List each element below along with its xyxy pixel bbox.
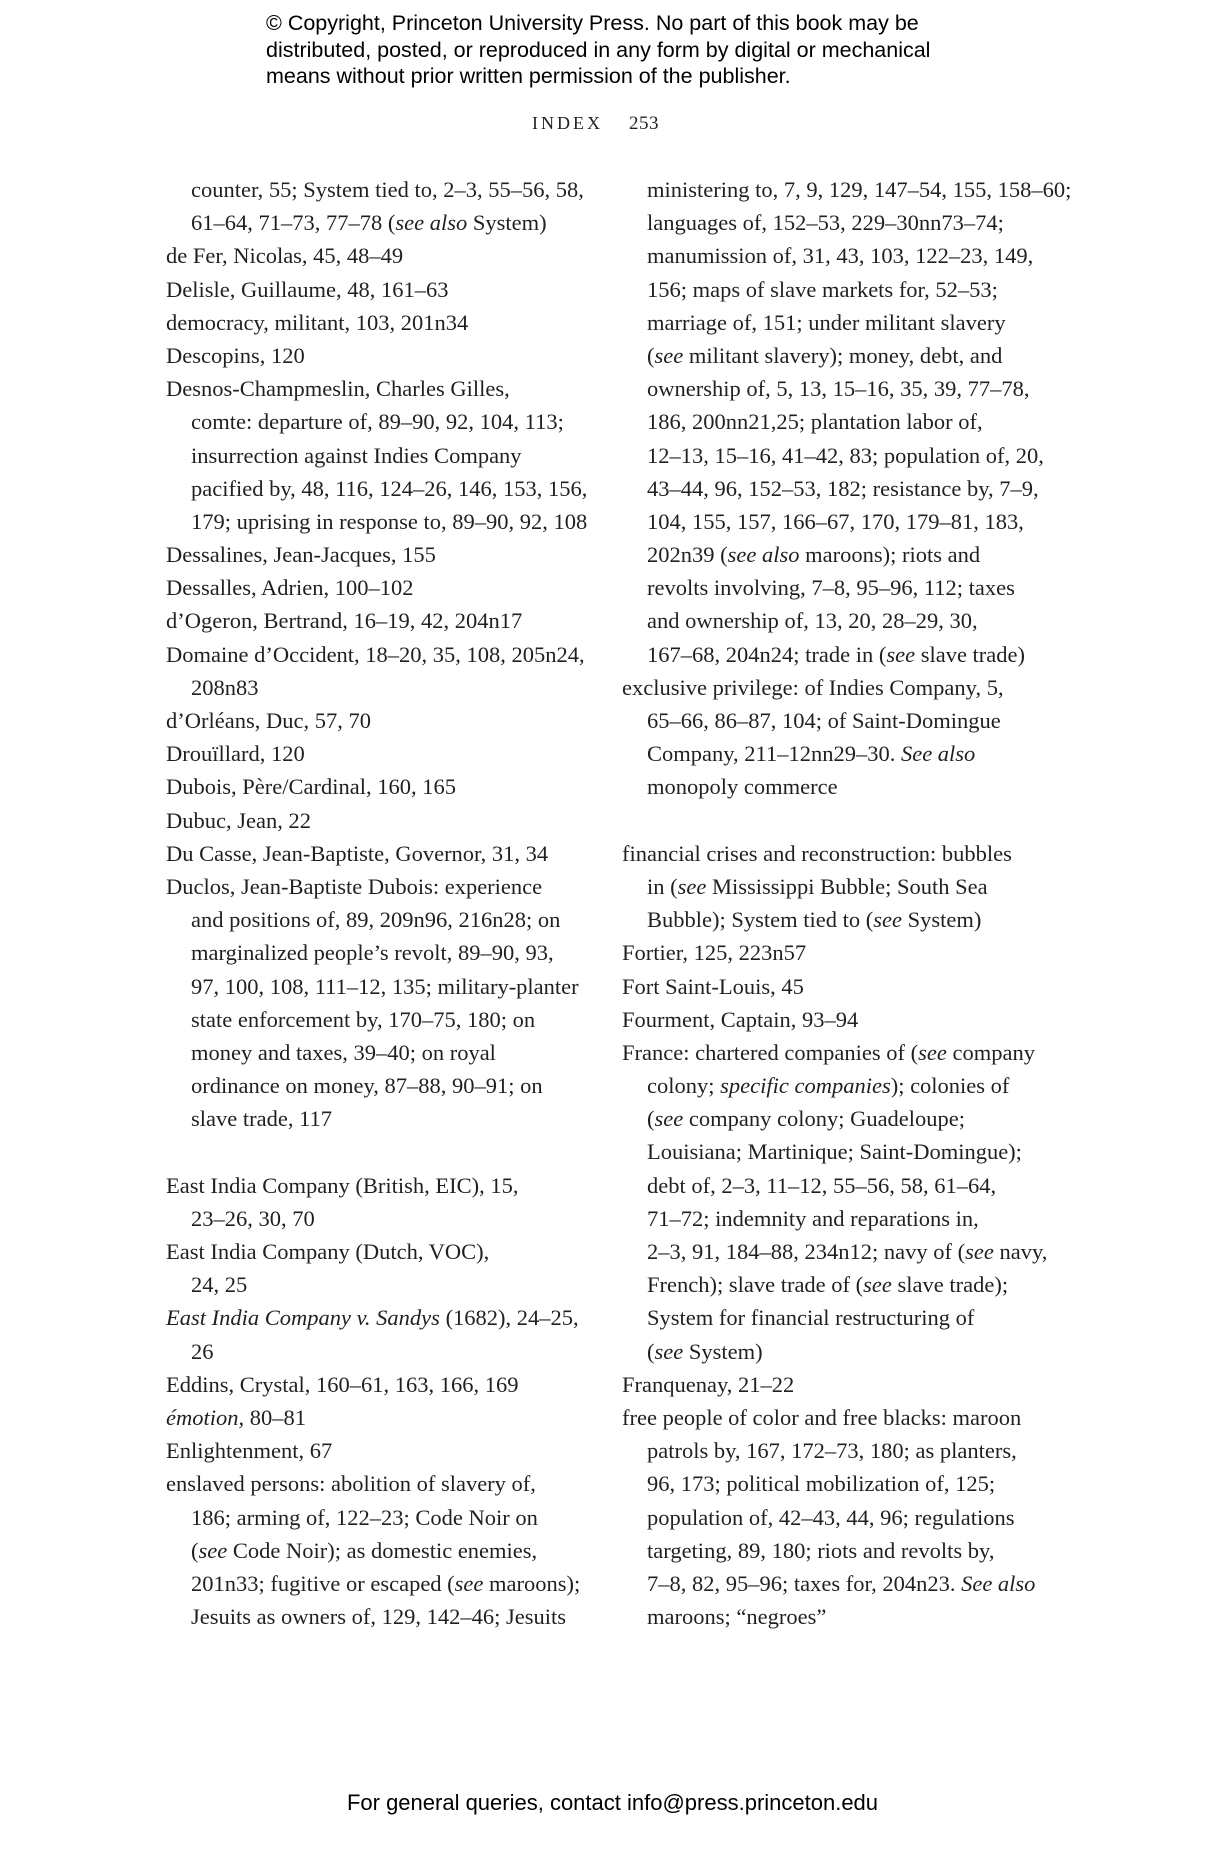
running-header [532, 113, 659, 135]
index-entry-continuation: 12–13, 15–16, 41–42, 83; population of, 20, [647, 442, 1044, 468]
index-entry-continuation: System for financial restructuring of [647, 1305, 975, 1331]
index-entry: East India Company v. Sandys (1682), 24–25, [166, 1305, 579, 1331]
index-entry-continuation: 23–26, 30, 70 [191, 1205, 315, 1231]
entry-spacer [622, 804, 1058, 837]
index-entry-continuation: 186; arming of, 122–23; Code Noir on [191, 1504, 538, 1530]
index-entry-continuation: debt of, 2–3, 11–12, 55–56, 58, 61–64, [647, 1172, 997, 1198]
index-entry-continuation: state enforcement by, 170–75, 180; on [191, 1006, 536, 1032]
index-entry: Enlightenment, 67 [166, 1438, 333, 1464]
index-entry: East India Company (Dutch, VOC), [166, 1239, 490, 1264]
index-entry-continuation: 104, 155, 157, 166–67, 170, 179–81, 183, [647, 508, 1024, 534]
index-entry-continuation: counter, 55; System tied to, 2–3, 55–56, 58, [191, 177, 584, 202]
index-entry: Delisle, Guillaume, 48, 161–63 [166, 276, 449, 302]
index-entry: Dubuc, Jean, 22 [166, 807, 311, 833]
index-entry-continuation: Louisiana; Martinique; Saint-Domingue); [647, 1139, 1022, 1165]
index-entry-continuation: Company, 211–12nn29–30. See also [647, 741, 976, 767]
index-column-left [166, 173, 602, 1633]
index-entry-continuation: 26 [191, 1338, 214, 1364]
index-entry-continuation: in (see Mississippi Bubble; South Sea [647, 873, 988, 899]
index-entry-continuation: 201n33; fugitive or escaped (see maroons); [191, 1570, 581, 1596]
index-entry-continuation: 97, 100, 108, 111–12, 135; military-planter [191, 973, 579, 999]
entry-spacer [166, 1135, 602, 1168]
index-entry-continuation: 186, 200nn21,25; plantation labor of, [647, 409, 983, 435]
index-entry: Drouïllard, 120 [166, 741, 305, 767]
index-entry: de Fer, Nicolas, 45, 48–49 [166, 243, 404, 269]
copyright-notice [266, 10, 1026, 90]
index-entry-continuation: comte: departure of, 89–90, 92, 104, 113; [191, 409, 564, 435]
index-entry-continuation: (see company colony; Guadeloupe; [647, 1106, 966, 1132]
index-entry-continuation: marriage of, 151; under militant slavery [647, 309, 1006, 335]
index-entry: Du Casse, Jean-Baptiste, Governor, 31, 34 [166, 840, 549, 866]
page-number: 253 [629, 113, 659, 134]
copyright-line: © Copyright, Princeton University Press. No part of this book may be [266, 11, 919, 35]
index-entry-continuation: 167–68, 204n24; trade in (see slave trade) [647, 641, 1026, 667]
index-entry-continuation: slave trade, 117 [191, 1106, 332, 1132]
index-entry-continuation: 71–72; indemnity and reparations in, [647, 1205, 979, 1231]
index-entry-continuation: 61–64, 71–73, 77–78 (see also System) [191, 210, 547, 236]
index-entry-continuation: Bubble); System tied to (see System) [647, 907, 982, 933]
index-entry: Eddins, Crystal, 160–61, 163, 166, 169 [166, 1371, 519, 1397]
index-column-right [622, 173, 1072, 1633]
index-entry-continuation: ministering to, 7, 9, 129, 147–54, 155, 158–60; [647, 177, 1072, 202]
index-entry: d’Ogeron, Bertrand, 16–19, 42, 204n17 [166, 608, 523, 634]
index-entry: Duclos, Jean-Baptiste Dubois: experience [166, 873, 543, 899]
index-entry-continuation: revolts involving, 7–8, 95–96, 112; taxes [647, 575, 1015, 601]
index-entry: financial crises and reconstruction: bubbles [622, 840, 1012, 866]
index-entry: free people of color and free blacks: maroon [622, 1404, 1022, 1430]
index-entry-continuation: targeting, 89, 180; riots and revolts by, [647, 1537, 995, 1563]
footer-contact: For general queries, contact info@press.princeton.edu [346, 1790, 879, 1815]
index-entry-continuation: 208n83 [191, 674, 259, 700]
index-entry-continuation: 179; uprising in response to, 89–90, 92, 108 [191, 508, 588, 534]
index-entry: enslaved persons: abolition of slavery of, [166, 1471, 536, 1497]
index-entry: Fortier, 125, 223n57 [622, 940, 807, 966]
index-entry-continuation: 202n39 (see also maroons); riots and [647, 542, 981, 568]
index-entry-continuation: 65–66, 86–87, 104; of Saint-Domingue [647, 708, 1001, 733]
index-entry-continuation: insurrection against Indies Company [191, 442, 522, 468]
index-entry-continuation: and ownership of, 13, 20, 28–29, 30, [647, 608, 978, 634]
index-entry: Descopins, 120 [166, 342, 305, 368]
header-title: INDEX [532, 113, 603, 133]
index-entry-continuation: manumission of, 31, 43, 103, 122–23, 149, [647, 243, 1034, 269]
index-entry-continuation: (see militant slavery); money, debt, and [647, 342, 1003, 368]
index-entry-continuation: (see System) [647, 1338, 763, 1364]
index-entry-continuation: money and taxes, 39–40; on royal [191, 1039, 496, 1065]
index-entry: France: chartered companies of (see company [622, 1039, 1035, 1065]
index-entry: Fort Saint-Louis, 45 [622, 973, 804, 999]
index-entry-continuation: 7–8, 82, 95–96; taxes for, 204n23. See also [647, 1570, 1036, 1596]
index-entry-continuation: 96, 173; political mobilization of, 125; [647, 1471, 996, 1497]
index-entry: Desnos-Champmeslin, Charles Gilles, [166, 376, 510, 402]
copyright-line: distributed, posted, or reproduced in any form by digital or mechanical [266, 37, 931, 62]
index-entry-continuation: 43–44, 96, 152–53, 182; resistance by, 7–9, [647, 475, 1039, 501]
index-entry-continuation: 24, 25 [191, 1272, 248, 1298]
index-entry: Dessalles, Adrien, 100–102 [166, 575, 414, 601]
index-entry-continuation: colony; specific companies); colonies of [647, 1073, 1010, 1099]
index-entry-continuation: population of, 42–43, 44, 96; regulations [647, 1504, 1015, 1530]
index-entry: Domaine d’Occident, 18–20, 35, 108, 205n24, [166, 641, 585, 667]
index-entry: émotion, 80–81 [166, 1404, 306, 1430]
copyright-line: means without prior written permission of the publisher. [266, 64, 791, 88]
index-entry: democracy, militant, 103, 201n34 [166, 309, 469, 335]
index-entry-continuation: 156; maps of slave markets for, 52–53; [647, 276, 998, 302]
index-entry-continuation: monopoly commerce [647, 774, 838, 800]
index-entry-continuation: and positions of, 89, 209n96, 216n28; on [191, 907, 561, 933]
index-entry-continuation: ownership of, 5, 13, 15–16, 35, 39, 77–78, [647, 376, 1030, 402]
index-entry-continuation: patrols by, 167, 172–73, 180; as planters, [647, 1438, 1017, 1464]
index-entry: exclusive privilege: of Indies Company, 5, [622, 674, 1004, 700]
index-entry-continuation: French); slave trade of (see slave trade); [647, 1272, 1009, 1298]
index-entry-continuation: maroons; “negroes” [647, 1604, 827, 1630]
index-entry-continuation: (see Code Noir); as domestic enemies, [191, 1537, 538, 1563]
index-entry-continuation: pacified by, 48, 116, 124–26, 146, 153, 156, [191, 475, 588, 501]
index-entry-continuation: Jesuits as owners of, 129, 142–46; Jesuits [191, 1604, 566, 1630]
index-entry-continuation: 2–3, 91, 184–88, 234n12; navy of (see navy, [647, 1239, 1048, 1264]
index-entry: d’Orléans, Duc, 57, 70 [166, 708, 371, 733]
index-entry: Franquenay, 21–22 [622, 1371, 795, 1397]
index-entry: Dubois, Père/Cardinal, 160, 165 [166, 774, 456, 800]
index-entry-continuation: ordinance on money, 87–88, 90–91; on [191, 1073, 543, 1099]
index-entry: East India Company (British, EIC), 15, [166, 1172, 519, 1198]
index-entry-continuation: marginalized people’s revolt, 89–90, 93, [191, 940, 554, 966]
index-entry: Dessalines, Jean-Jacques, 155 [166, 542, 436, 568]
index-entry-continuation: languages of, 152–53, 229–30nn73–74; [647, 210, 1004, 236]
index-entry: Fourment, Captain, 93–94 [622, 1006, 859, 1032]
